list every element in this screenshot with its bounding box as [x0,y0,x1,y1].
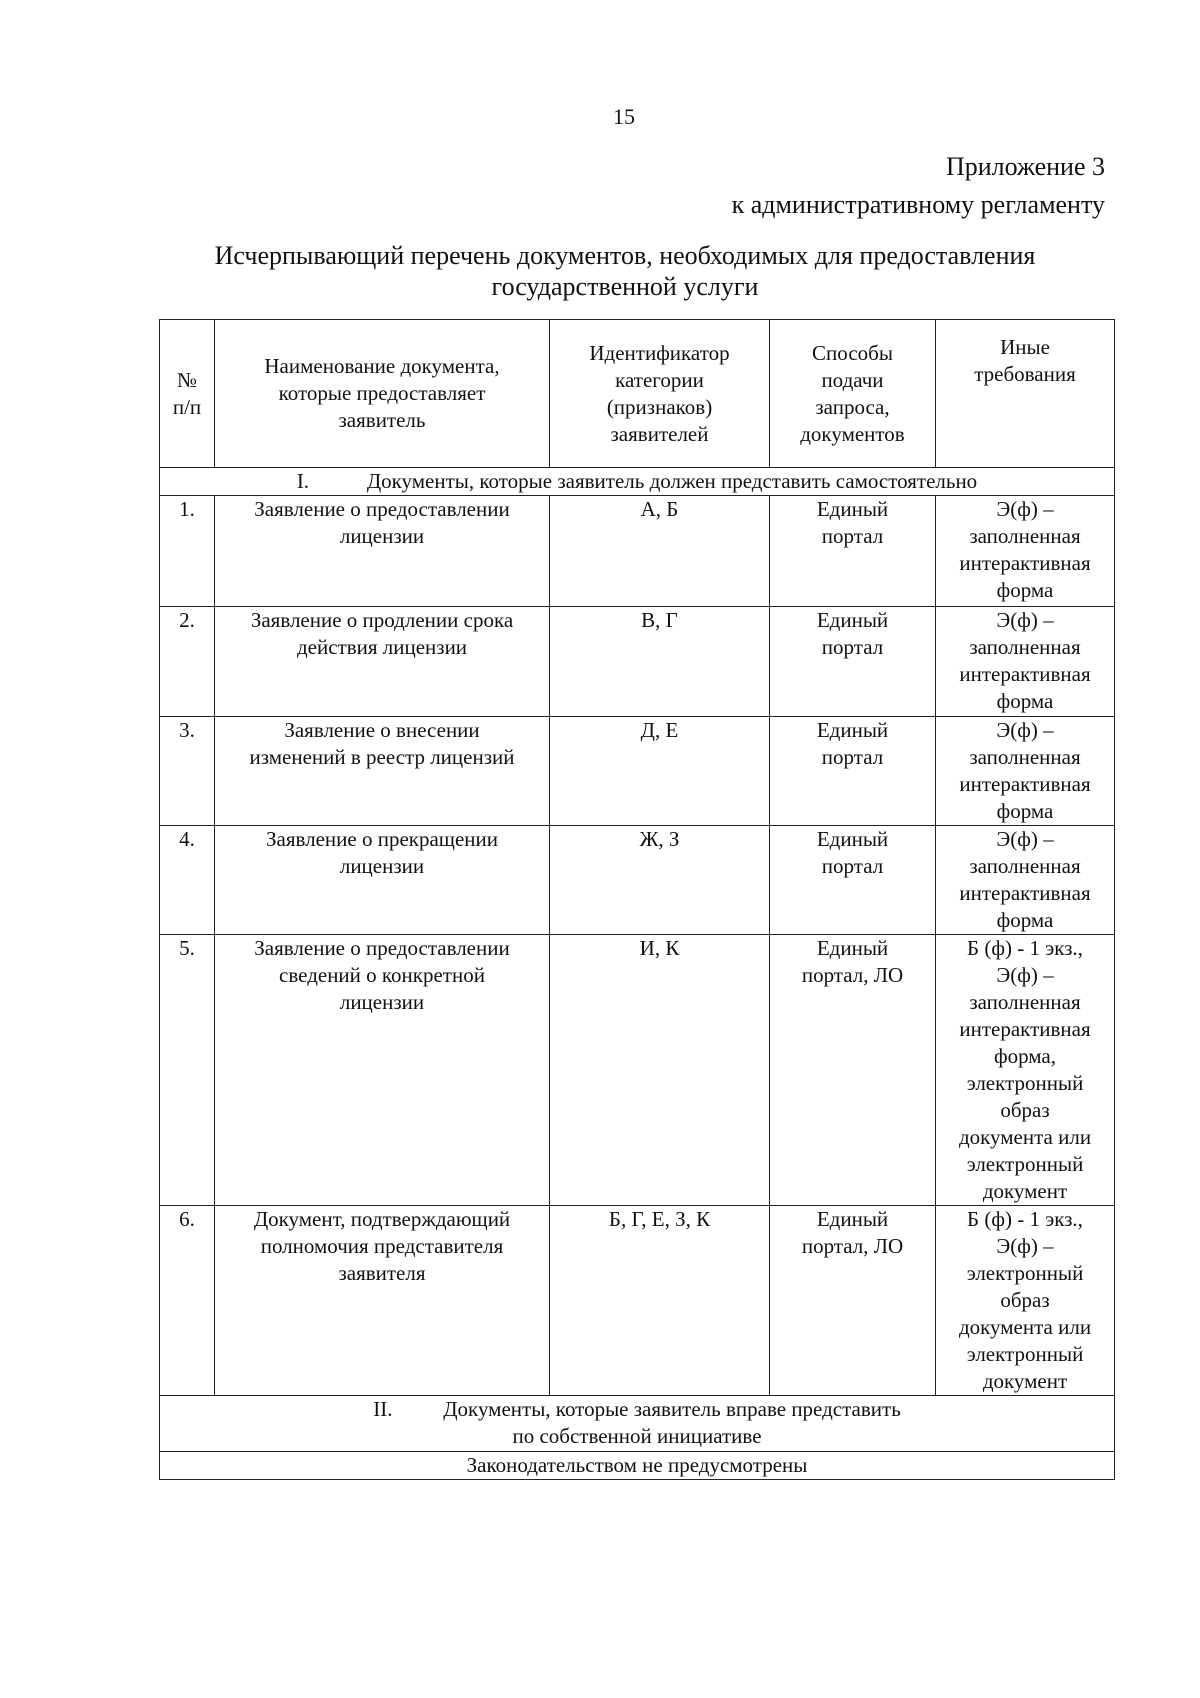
appendix-line-2: к административному регламенту [731,189,1105,219]
submission-method-line: Единый [816,827,889,851]
document-name-line: изменений в реестр лицензий [249,745,515,769]
header-method-line: подачи [821,367,884,392]
requirement-line: форма, [993,1044,1056,1068]
document-name [215,826,550,935]
header-method-line: Способы [812,340,893,365]
section-2-title-line-2: по собственной инициативе [512,1424,762,1448]
section-2-row [160,1396,1115,1452]
submission-method [770,717,936,826]
document-name [215,935,550,1206]
requirement-line: форма [996,689,1054,713]
requirement-line: интерактивная [959,662,1091,686]
requirement-line: Б (ф) - 1 экз., [967,936,1083,960]
requirement-line: форма [996,908,1054,932]
submission-method-line: портал [821,524,884,548]
other-requirements [936,607,1115,717]
document-name-line: Заявление о внесении [284,718,480,742]
row-number: 2. [160,607,215,717]
requirement-line: форма [996,578,1054,602]
other-requirements [936,826,1115,935]
row-number: 3. [160,717,215,826]
header-category-line: заявителей [610,421,709,446]
document-name-line: Заявление о предоставлении [254,497,510,521]
footer-row [160,1452,1115,1480]
requirement-line: документ [982,1369,1068,1393]
page-number: 15 [613,104,635,129]
submission-method [770,826,936,935]
header-name-line: которые предоставляет [278,381,486,405]
document-name-line: лицензии [339,990,425,1014]
header-method-line: документов [800,421,905,446]
document-name-line: Заявление о предоставлении [254,936,510,960]
document-name-line: лицензии [339,854,425,878]
applicant-category: Б, Г, Е, З, К [550,1206,770,1396]
applicant-category: В, Г [550,607,770,717]
submission-method [770,607,936,717]
requirement-line: документ [982,1179,1068,1203]
section-2-title-line-1: Документы, которые заявитель вправе представить [443,1397,901,1421]
requirement-line: заполненная [969,635,1081,659]
title-line-2: государственной услуги [491,272,759,302]
footer-note: Законодательством не предусмотрены [160,1452,1115,1480]
header-other-line: требования [974,362,1076,386]
requirement-line: электронный [966,1071,1084,1095]
requirement-line: интерактивная [959,551,1091,575]
row-number: 1. [160,496,215,607]
documents-table [159,319,1115,1480]
header-category-line: Идентификатор [589,340,730,365]
requirement-line: образ [1000,1288,1050,1312]
title-line-1: Исчерпывающий перечень документов, необходимых для предоставления [214,241,1036,270]
requirement-line: электронный [966,1152,1084,1176]
document-name [215,1206,550,1396]
document-name [215,717,550,826]
header-category [550,320,770,468]
document-title [160,240,1090,302]
table-row [160,935,1115,1206]
requirement-line: форма [996,799,1054,823]
header-name-line: Наименование документа, [264,354,500,378]
submission-method-line: Единый [816,718,889,742]
table-row [160,826,1115,935]
requirement-line: документа или [958,1315,1092,1339]
submission-method [770,935,936,1206]
requirement-line: Э(ф) – [996,963,1054,987]
requirement-line: Э(ф) – [996,497,1054,521]
other-requirements [936,935,1115,1206]
other-requirements [936,1206,1115,1396]
requirement-line: электронный [966,1342,1084,1366]
document-name-line: действия лицензии [296,635,468,659]
row-number: 5. [160,935,215,1206]
header-category-line: (признаков) [606,394,713,419]
applicant-category: Д, Е [550,717,770,826]
header-other [936,320,1115,468]
submission-method-line: Единый [816,497,889,521]
requirement-line: Б (ф) - 1 экз., [967,1207,1083,1231]
row-number: 6. [160,1206,215,1396]
section-1-number: I. [296,469,310,493]
table-row [160,496,1115,607]
submission-method-line: портал [821,854,884,878]
document-name [215,607,550,717]
section-1-row [160,468,1115,496]
header-name [215,320,550,468]
submission-method-line: портал [821,745,884,769]
appendix-line-1: Приложение 3 [945,152,1105,181]
header-method [770,320,936,468]
requirement-line: заполненная [969,745,1081,769]
header-category-line: категории [615,367,704,392]
submission-method-line: Единый [816,1207,889,1231]
document-name-line: Заявление о продлении срока [250,608,514,632]
document-name-line: Документ, подтверждающий [253,1207,511,1231]
table-header-row [160,320,1115,468]
submission-method-line: Единый [816,608,889,632]
other-requirements [936,717,1115,826]
applicant-category: А, Б [550,496,770,607]
document-name-line: полномочия представителя [260,1234,504,1258]
header-other-line: Иные [1000,335,1050,359]
header-num-line: п/п [172,394,202,419]
requirement-line: заполненная [969,524,1081,548]
header-num [160,320,215,468]
document-name-line: заявителя [338,1261,426,1285]
document-name [215,496,550,607]
section-2-number: II. [373,1397,393,1421]
requirement-line: Э(ф) – [996,827,1054,851]
requirement-line: заполненная [969,854,1081,878]
requirement-line: Э(ф) – [996,1234,1054,1258]
table-row [160,1206,1115,1396]
section-1-title: Документы, которые заявитель должен представить самостоятельно [366,469,978,493]
submission-method-line: Единый [816,936,889,960]
document-name-line: лицензии [339,524,425,548]
row-number: 4. [160,826,215,935]
requirement-line: образ [1000,1098,1050,1122]
applicant-category: Ж, З [550,826,770,935]
header-name-line: заявитель [338,408,426,432]
submission-method [770,496,936,607]
submission-method-line: портал [821,635,884,659]
requirement-line: Э(ф) – [996,718,1054,742]
submission-method [770,1206,936,1396]
requirement-line: интерактивная [959,772,1091,796]
applicant-category: И, К [550,935,770,1206]
requirement-line: документа или [958,1125,1092,1149]
other-requirements [936,496,1115,607]
table-row [160,607,1115,717]
submission-method-line: портал, ЛО [801,963,904,987]
submission-method-line: портал, ЛО [801,1234,904,1258]
requirement-line: интерактивная [959,1017,1091,1041]
header-method-line: запроса, [815,394,890,419]
requirement-line: интерактивная [959,881,1091,905]
requirement-line: Э(ф) – [996,608,1054,632]
requirement-line: заполненная [969,990,1081,1014]
section-2-cell [160,1396,1115,1452]
document-name-line: сведений о конкретной [279,963,485,987]
section-1-cell [160,468,1115,496]
header-num-line: № [176,367,198,392]
appendix-heading [732,148,1105,223]
table-row [160,717,1115,826]
requirement-line: электронный [966,1261,1084,1285]
document-name-line: Заявление о прекращении [265,827,499,851]
